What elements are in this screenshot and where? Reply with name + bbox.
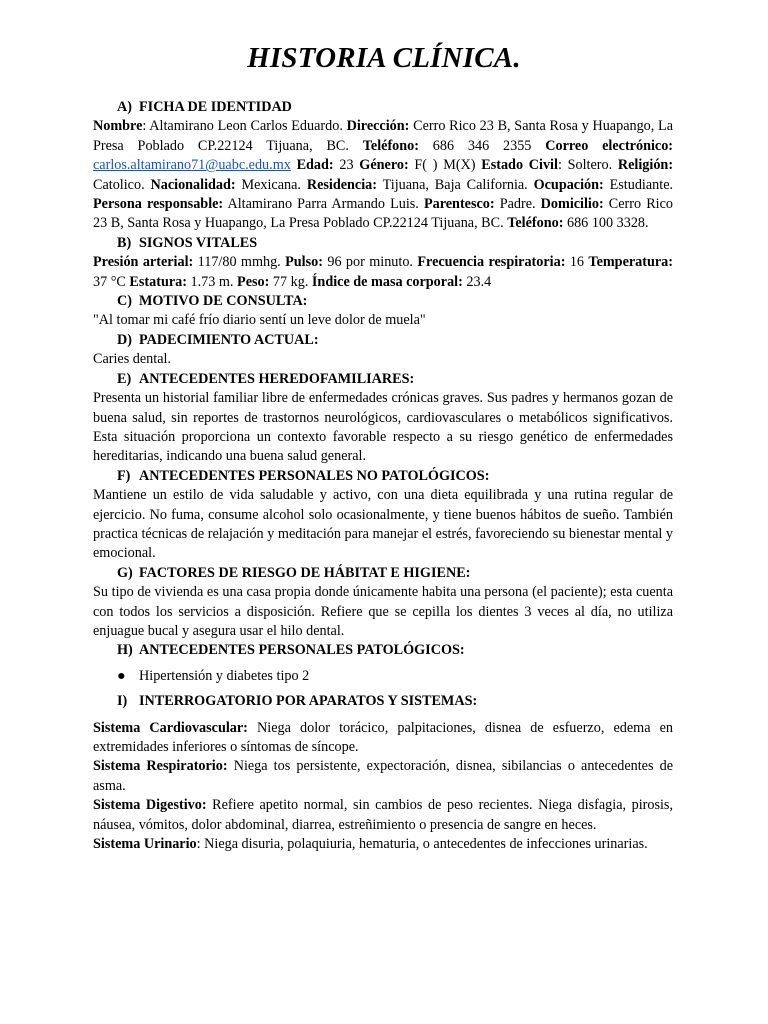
section-heading-d: D) PADECIMIENTO ACTUAL: <box>117 331 319 348</box>
field-label: Índice de masa corporal: <box>311 273 463 290</box>
section-heading-b: B) SIGNOS VITALES <box>117 234 258 251</box>
field-label: Edad: <box>296 157 334 174</box>
field-label: Dirección: <box>346 118 410 135</box>
field-value: 686 100 3328. <box>563 215 649 232</box>
field-label: Religión: <box>617 157 674 174</box>
field-label: Persona responsable: <box>93 196 224 213</box>
identity-paragraph <box>93 117 673 233</box>
field-value: : Altamirano Leon Carlos Eduardo. <box>142 118 343 135</box>
section-heading-c: C) MOTIVO DE CONSULTA: <box>117 293 308 310</box>
no-patologicos-text: Mantiene un estilo de vida saludable y activo, con una dieta equilibrada y una rutina regular de ejercicio. No fuma, consume alcohol solo ocasionalmente, y tiene buenos hábitos de sueño. También practica técnicas de relajación y meditación para manejar el estrés, favoreciendo su bienestar mental y emocional. <box>93 487 673 562</box>
field-value: 16 <box>565 254 585 271</box>
motivo-text: "Al tomar mi café frío diario sentí un leve dolor de muela" <box>93 312 426 329</box>
field-label: Peso: <box>237 273 270 290</box>
field-value: Estudiante. <box>603 176 674 193</box>
field-label: Pulso: <box>285 254 323 271</box>
field-value: 1.73 m. <box>186 273 234 290</box>
field-value: Tijuana, Baja California. <box>376 176 528 193</box>
field-value: F( ) M(X) <box>408 157 476 174</box>
list-item: ● Hipertensión y diabetes tipo 2 <box>93 667 673 686</box>
vitals-paragraph <box>93 253 673 292</box>
padecimiento-text: Caries dental. <box>93 351 172 368</box>
field-value: 37 °C <box>93 273 126 290</box>
field-value: 686 346 2355 <box>418 137 532 154</box>
field-label: Ocupación: <box>533 176 604 193</box>
field-label: Sistema Digestivo: <box>93 797 207 814</box>
field-value: 77 kg. <box>269 273 309 290</box>
document-body <box>93 98 673 854</box>
uri-paragraph: Sistema Urinario: Niega disuria, polaquiuria, hematuria, o antecedentes de infecciones urinarias. <box>93 836 648 853</box>
cardio-paragraph: Sistema Cardiovascular: Niega dolor torácico, palpitaciones, disnea de esfuerzo, edema en extremidades inferiores o síntomas de síncope. <box>93 719 673 755</box>
heredofamiliares-text: Presenta un historial familiar libre de enfermedades crónicas graves. Sus padres y hermanos gozan de buena salud, sin reportes de trastornos neurológicos, cardiovasculares o metabólicos significativos. Esta situación proporciona un contexto favorable respecto a su riesgo genético de enfermedades hereditarias, indicando una buena salud general. <box>93 390 673 465</box>
field-label: Sistema Respiratorio: <box>93 758 228 775</box>
field-label: Sistema Cardiovascular: <box>93 719 248 736</box>
field-label: Estatura: <box>129 273 187 290</box>
field-value: 96 por minuto. <box>322 254 413 271</box>
field-value: Cerro Rico 23 B, Santa Rosa y Huapango, La Presa Poblado CP.22124 Tijuana, BC. <box>93 196 673 232</box>
field-value: : Soltero. <box>557 157 613 174</box>
page-title: HISTORIA CLÍNICA. <box>247 42 521 74</box>
section-heading-g: G) FACTORES DE RIESGO DE HÁBITAT E HIGIENE: <box>117 564 471 581</box>
field-label: Nombre <box>93 118 143 135</box>
section-heading-a: A) FICHA DE IDENTIDAD <box>117 99 292 115</box>
field-value: Mexicana. <box>235 176 301 193</box>
section-heading-f: F) ANTECEDENTES PERSONALES NO PATOLÓGICOS: <box>117 467 490 484</box>
field-value: 117/80 mmhg. <box>193 254 281 271</box>
field-label: Sistema Urinario <box>93 836 197 853</box>
field-label: Parentesco: <box>423 196 495 213</box>
field-label: Residencia: <box>306 176 377 193</box>
field-label: Correo electrónico: <box>545 137 674 154</box>
section-heading-h: H) ANTECEDENTES PERSONALES PATOLÓGICOS: <box>117 642 465 659</box>
field-label: Teléfono: <box>507 215 564 232</box>
field-label: Género: <box>359 157 409 174</box>
field-label: Estado Civil <box>481 157 558 174</box>
resp-paragraph: Sistema Respiratorio: Niega tos persistente, expectoración, disnea, sibilancias o antecedentes de asma. <box>93 758 673 794</box>
section-heading-e: E) ANTECEDENTES HEREDOFAMILIARES: <box>117 370 415 387</box>
field-value: Cerro Rico 23 B, Santa Rosa y Huapango, La Presa Poblado CP.22124 Tijuana, BC. <box>93 118 674 154</box>
field-label: Frecuencia respiratoria: <box>417 254 566 271</box>
field-label: Nacionalidad: <box>150 176 236 193</box>
field-value: Altamirano Parra Armando Luis. <box>223 196 419 213</box>
field-value: 23.4 <box>462 273 492 290</box>
habitat-text: Su tipo de vivienda es una casa propia donde únicamente habita una persona (el paciente); esta cuenta con todos los servicios a disposición. Refiere que se cepilla los dientes 3 veces al día, no utiliza enjuague bucal y asegura usar el hilo dental. <box>93 584 673 639</box>
field-value: 23 <box>333 157 354 174</box>
email-link[interactable]: carlos.altamirano71@uabc.edu.mx <box>93 157 291 174</box>
dig-paragraph: Sistema Digestivo: Refiere apetito normal, sin cambios de peso recientes. Niega disfagia, pirosis, náusea, vómitos, dolor abdominal, diarrea, estreñimiento o presencia de sangre en heces. <box>93 797 674 833</box>
field-label: Teléfono: <box>362 137 419 154</box>
field-label: Domicilio: <box>540 196 604 213</box>
field-label: Temperatura: <box>588 254 673 271</box>
section-heading-i: I) INTERROGATORIO POR APARATOS Y SISTEMAS: <box>117 693 478 710</box>
field-value: Padre. <box>494 196 536 213</box>
field-label: Presión arterial: <box>93 254 194 271</box>
bullet-icon: ● <box>117 667 126 684</box>
field-value: Catolico. <box>93 176 145 193</box>
